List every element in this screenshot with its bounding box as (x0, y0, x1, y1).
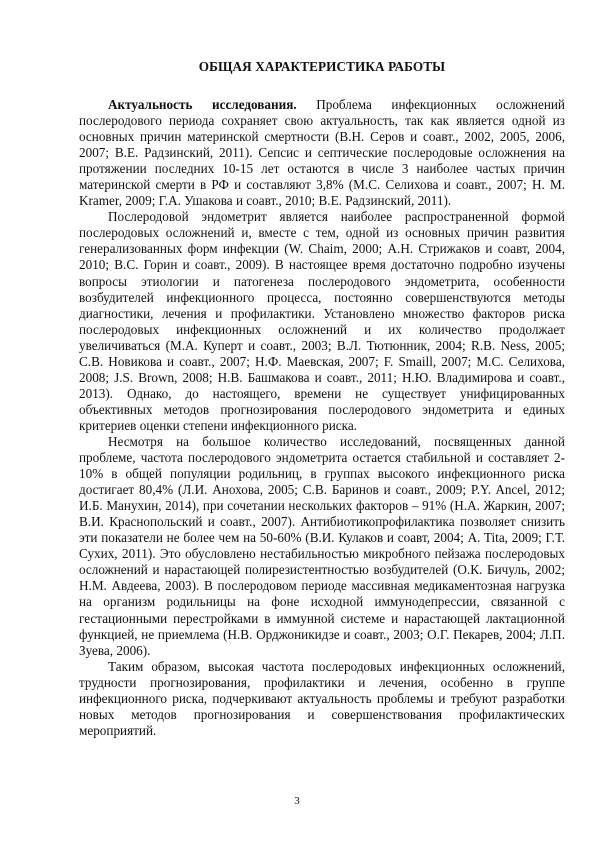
paragraph-relevance (79, 97, 565, 209)
paragraph-text: Послеродовой эндометрит является наиболее распространенной формой послеродовых осложнений и, вместе с тем, одной из основных причин развития генерализованных форм инфекции (W. Chaim, 2000; А.Н. Стрижаков и соавт, 2004, 2010; В.С. Горин и соавт., 2009). В настоящее время достаточно подробно изучены вопросы этиологии и патогенеза послеродового эндометрита, особенности возбудителей инфекционного процесса, постоянно совершенствуются методы диагностики, лечения и профилактики. Установлено множество факторов риска послеродовых инфекционных осложнений и их количество продолжает увеличиваться (М.А. Куперт и соавт., 2003; В.Л. Тютюнник, 2004; R.B. Ness, 2005; С.В. Новикова и соавт., 2007; Н.Ф. Маевская, 2007; F. Smaill, 2007; М.С. Селихова, 2008; J.S. Brown, 2008; Н.В. Башмакова и соавт., 2011; Н.Ю. Владимирова и соавт., 2013). Однако, до настоящего, времени не существует унифицированных объективных методов прогнозирования послеродового эндометрита и единых критериев оценки степени инфекционного риска. (79, 209, 565, 433)
paragraph-lead: Актуальность исследования. (108, 97, 297, 112)
page-number: 3 (294, 795, 300, 807)
paragraph-frequency (79, 434, 565, 659)
page-title: ОБЩАЯ ХАРАКТЕРИСТИКА РАБОТЫ (198, 59, 446, 74)
paragraph-text: Несмотря на большое количество исследований, посвященных данной проблеме, частота послеродового эндометрита остается стабильной и составляет 2-10% в общей популяции родильниц, в группах высокого инфекционного риска достигает 80,4% (Л.И. Анохова, 2005; С.В. Баринов и соавт., 2009; P.Y. Ancel, 2012; И.Б. Манухин, 2014), при сочетании нескольких факторов – 91% (Н.А. Жаркин, 2007; В.И. Краснопольский и соавт., 2007). Антибиотикопрофилактика позволяет снизить эти показатели не более чем на 50-60% (В.И. Кулаков и соавт, 2004; A. Tita, 2009; Г.Т. Сухих, 2011). Это обусловлено нестабильностью микробного пейзажа послеродовых осложнений и нарастающей полирезистентностью возбудителей (О.К. Бичуль, 2002; Н.М. Авдеева, 2003). В послеродовом периоде массивная медикаментозная нагрузка на организм родильницы на фоне исходной иммунодепрессии, связанной с гестационными перестройками в иммунной системе и нарастающей лактационной функцией, не приемлема (Н.В. Орджоникидзе и соавт., 2003; О.Г. Пекарев, 2004; Л.П. Зуева, 2006). (79, 433, 565, 658)
paragraph-endometritis (79, 209, 565, 434)
paragraph-text: Таким образом, высокая частота послеродовых инфекционных осложнений, трудности прогнозирования, профилактики и лечения, особенно в группе инфекционного риска, подчеркивают актуальность проблемы и требуют разработки новых методов прогнозирования и совершенствования профилактических мероприятий. (79, 658, 565, 738)
paragraph-text: Проблема инфекционных осложнений послеродового периода сохраняет свою актуальность, так как является одной из основных причин материнской смертности (В.Н. Серов и соавт., 2002, 2005, 2006, 2007; В.Е. Радзинский, 2011). Сепсис и септические послеродовые осложнения на протяжении последних 10-15 лет остаются в числе 3 наиболее частых причин материнской смерти в РФ и составляют 3,8% (М.С. Селихова и соавт., 2007; H. M. Kramer, 2009; Г.А. Ушакова и соавт., 2010; В.Е. Радзинский, 2011). (79, 97, 565, 209)
document-page (79, 59, 565, 739)
paragraph-conclusion (79, 659, 565, 739)
